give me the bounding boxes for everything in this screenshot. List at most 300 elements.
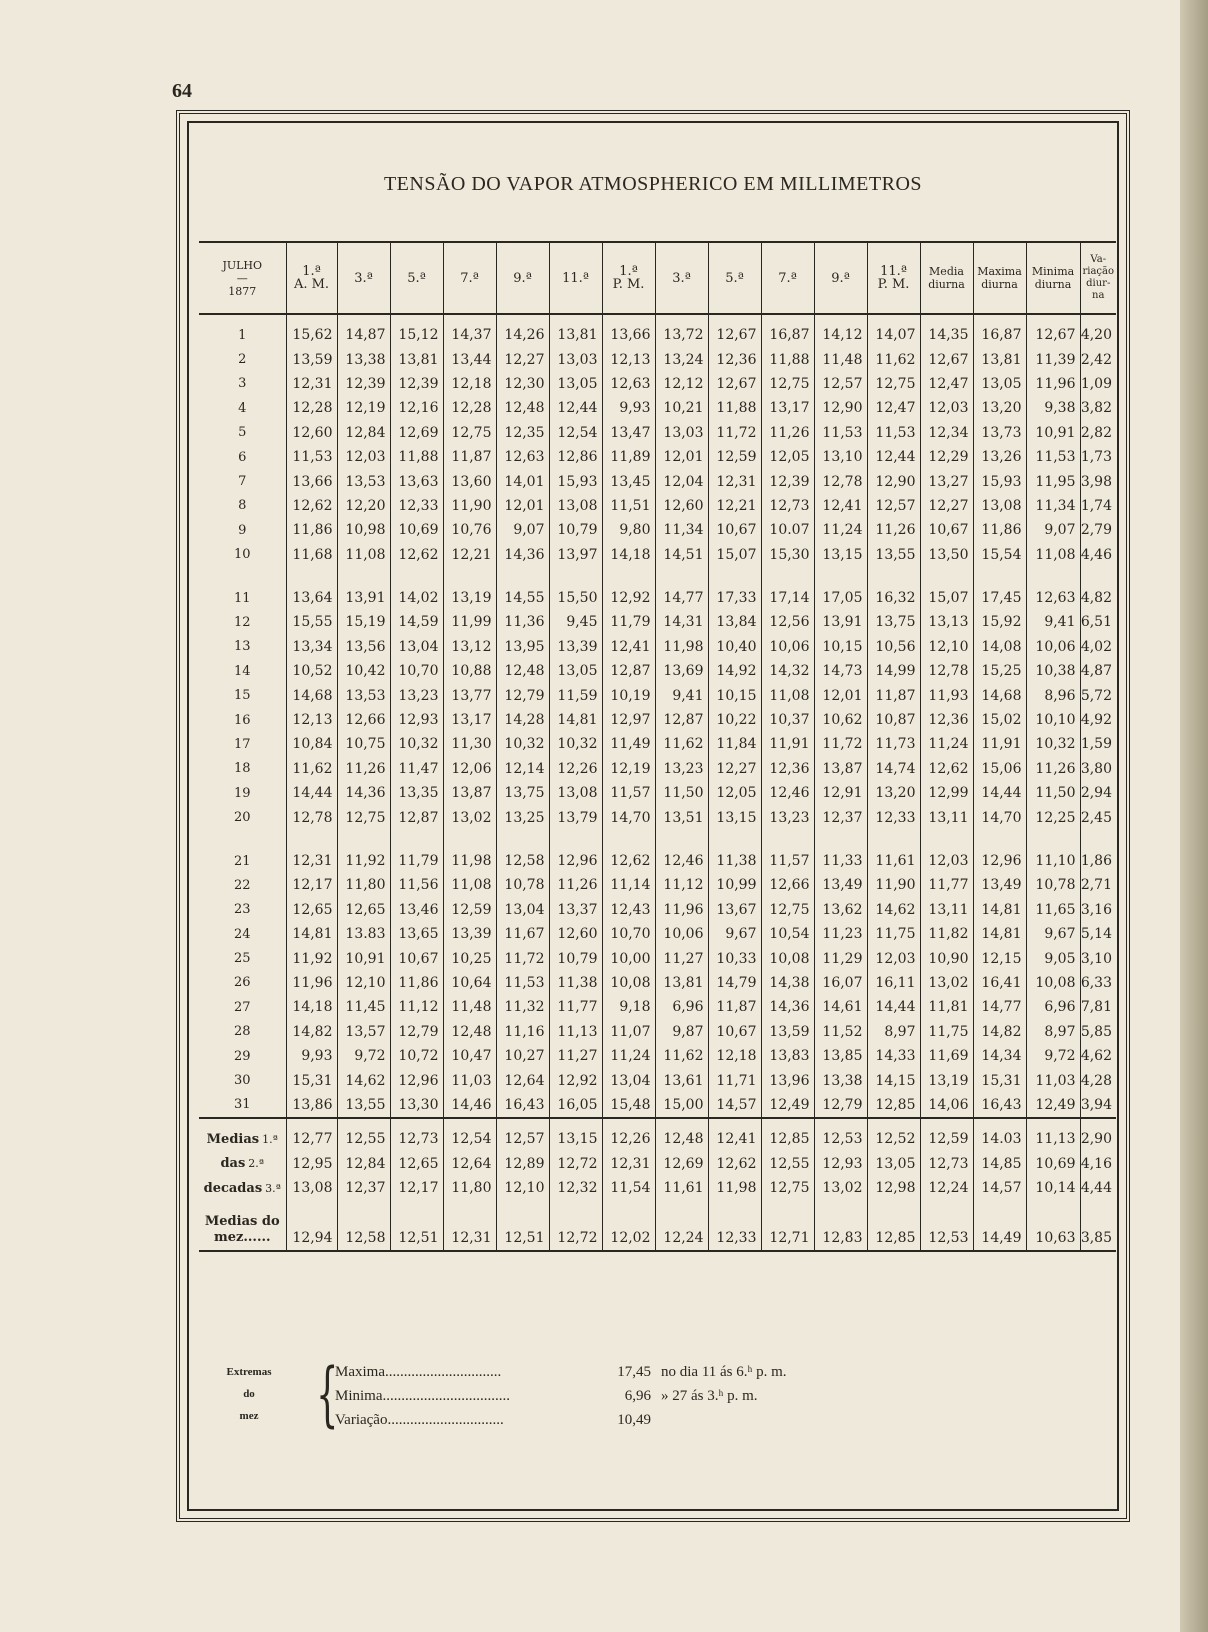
extreme-max-note: no dia 11 ás 6.ʰ p. m. [661, 1364, 787, 1380]
value-cell: 10,91 [337, 946, 390, 970]
spacer-cell [337, 314, 390, 323]
value-cell: 10,27 [496, 1044, 549, 1068]
value-cell: 11,50 [655, 781, 708, 805]
hour-label: 9.ª [831, 270, 850, 286]
value-cell: 12,59 [708, 445, 761, 469]
spacer-cell [496, 1200, 549, 1210]
value-cell: 14,82 [286, 1020, 337, 1044]
value-cell: 10,06 [761, 635, 814, 659]
value-cell: 12,85 [761, 1127, 814, 1151]
value-cell: 11,88 [390, 445, 443, 469]
value-cell: 10,76 [443, 518, 496, 542]
spacer-cell [708, 314, 761, 323]
value-cell: 12,36 [761, 757, 814, 781]
value-cell: 11,73 [867, 732, 920, 756]
value-cell: 12,63 [1026, 586, 1080, 610]
value-cell: 12,75 [761, 372, 814, 396]
value-cell: 13,81 [390, 347, 443, 371]
value-cell: 11,48 [814, 347, 867, 371]
vapor-tension-table [199, 241, 1116, 1252]
value-cell: 14,81 [286, 922, 337, 946]
value-cell: 12,96 [973, 849, 1026, 873]
value-cell: 11,57 [602, 781, 655, 805]
value-cell: 3,80 [1080, 757, 1116, 781]
value-cell: 12,86 [549, 445, 602, 469]
value-cell: 14,12 [814, 323, 867, 347]
value-cell: 12,64 [443, 1152, 496, 1176]
value-cell: 11,88 [708, 396, 761, 420]
spacer-cell [199, 1118, 286, 1127]
value-cell: 10,64 [443, 971, 496, 995]
value-cell: 12,18 [443, 372, 496, 396]
value-cell: 12,66 [337, 708, 390, 732]
value-cell: 4,62 [1080, 1044, 1116, 1068]
value-cell: 10,21 [655, 396, 708, 420]
value-cell: 13,44 [443, 347, 496, 371]
value-cell: 10,42 [337, 659, 390, 683]
value-cell: 11,68 [286, 543, 337, 567]
value-cell: 13,95 [496, 635, 549, 659]
value-cell: 13,50 [920, 543, 973, 567]
value-cell: 11,90 [867, 873, 920, 897]
value-cell: 13,15 [708, 805, 761, 829]
value-cell: 1,09 [1080, 372, 1116, 396]
variacao-header [1080, 242, 1116, 314]
value-cell: 7,81 [1080, 995, 1116, 1019]
value-cell: 2,42 [1080, 347, 1116, 371]
value-cell: 12,19 [337, 396, 390, 420]
value-cell: 12,51 [496, 1210, 549, 1251]
value-cell: 12,84 [337, 421, 390, 445]
day-number: 17 [233, 736, 251, 752]
value-cell: 11,07 [602, 1020, 655, 1044]
value-cell: 13,51 [655, 805, 708, 829]
value-cell: 13,62 [814, 898, 867, 922]
value-cell: 16,43 [973, 1093, 1026, 1118]
value-cell: 3,16 [1080, 898, 1116, 922]
value-cell: 14,06 [920, 1093, 973, 1118]
value-cell: 14,38 [761, 971, 814, 995]
value-cell: 11,91 [761, 732, 814, 756]
spacer-cell [549, 1200, 602, 1210]
value-cell: 11,23 [814, 922, 867, 946]
value-cell: 14,70 [602, 805, 655, 829]
media-header-line1: Media [929, 265, 964, 278]
spacer-cell [390, 830, 443, 849]
value-cell: 12,95 [286, 1152, 337, 1176]
value-cell: 11,80 [443, 1176, 496, 1200]
value-cell: 12,37 [814, 805, 867, 829]
value-cell: 13,84 [708, 610, 761, 634]
value-cell: 12,87 [655, 708, 708, 732]
value-cell: 12,84 [337, 1152, 390, 1176]
month-header-line3: 1877 [228, 284, 257, 298]
value-cell: 14,44 [286, 781, 337, 805]
value-cell: 13,38 [814, 1068, 867, 1092]
value-cell: 11,96 [655, 898, 708, 922]
value-cell: 9,93 [602, 396, 655, 420]
spacer-cell [443, 314, 496, 323]
value-cell: 13,47 [602, 421, 655, 445]
value-cell: 10,56 [867, 635, 920, 659]
decade-mean-word: Medias [206, 1131, 260, 1147]
value-cell: 13,23 [390, 683, 443, 707]
value-cell: 12,90 [814, 396, 867, 420]
hour-header [549, 242, 602, 314]
spacer-cell [286, 830, 337, 849]
value-cell: 15,19 [337, 610, 390, 634]
value-cell: 12,65 [390, 1152, 443, 1176]
value-cell: 13,20 [867, 781, 920, 805]
day-number: 31 [233, 1097, 251, 1113]
hour-header [655, 242, 708, 314]
spacer-cell [443, 567, 496, 586]
value-cell: 11,96 [1026, 372, 1080, 396]
value-cell: 13,53 [337, 683, 390, 707]
value-cell: 15,92 [973, 610, 1026, 634]
value-cell: 10,32 [1026, 732, 1080, 756]
day-row [199, 421, 1116, 445]
value-cell: 12,01 [655, 445, 708, 469]
day-number: 8 [238, 498, 247, 514]
minima-header-line2: diurna [1034, 278, 1072, 291]
value-cell: 13,69 [655, 659, 708, 683]
value-cell: 12,79 [390, 1020, 443, 1044]
value-cell: 13,55 [337, 1093, 390, 1118]
value-cell: 3,10 [1080, 946, 1116, 970]
table-frame-inner [187, 121, 1119, 1511]
value-cell: 12,46 [655, 849, 708, 873]
value-cell: 14,92 [708, 659, 761, 683]
value-cell: 12,25 [1026, 805, 1080, 829]
value-cell: 12,30 [496, 372, 549, 396]
value-cell: 11,26 [337, 757, 390, 781]
hour-label: 11.ª [880, 264, 907, 279]
value-cell: 10,37 [761, 708, 814, 732]
value-cell: 12,46 [761, 781, 814, 805]
value-cell: 11,30 [443, 732, 496, 756]
value-cell: 16,87 [973, 323, 1026, 347]
value-cell: 13,04 [390, 635, 443, 659]
day-number: 13 [233, 639, 251, 655]
value-cell: 10,40 [708, 635, 761, 659]
value-cell: 12,03 [337, 445, 390, 469]
table-frame [176, 110, 1130, 1522]
extreme-max-value: 17,45 [617, 1364, 651, 1380]
value-cell: 14,70 [973, 805, 1026, 829]
value-cell: 14,08 [973, 635, 1026, 659]
value-cell: 12,33 [708, 1210, 761, 1251]
day-number: 14 [233, 663, 251, 679]
hour-header [496, 242, 549, 314]
value-cell: 13,39 [443, 922, 496, 946]
value-cell: 11,86 [973, 518, 1026, 542]
spacer-cell [920, 830, 973, 849]
value-cell: 14,81 [973, 898, 1026, 922]
value-cell: 11,24 [602, 1044, 655, 1068]
value-cell: 12,60 [655, 494, 708, 518]
value-cell: 13,02 [920, 971, 973, 995]
value-cell: 13,73 [973, 421, 1026, 445]
value-cell: 6,96 [1026, 995, 1080, 1019]
variacao-header-line3: diur- [1086, 278, 1111, 289]
value-cell: 11,33 [814, 849, 867, 873]
value-cell: 11,54 [602, 1176, 655, 1200]
value-cell: 9,72 [1026, 1044, 1080, 1068]
value-cell: 16,87 [761, 323, 814, 347]
value-cell: 12,31 [602, 1152, 655, 1176]
spacer-cell [496, 830, 549, 849]
value-cell: 12,31 [286, 849, 337, 873]
value-cell: 12,10 [337, 971, 390, 995]
hour-header [814, 242, 867, 314]
maxima-header [973, 242, 1026, 314]
value-cell: 11,27 [655, 946, 708, 970]
value-cell: 11,38 [708, 849, 761, 873]
value-cell: 11,98 [443, 849, 496, 873]
spacer-cell [390, 314, 443, 323]
value-cell: 12,73 [920, 1152, 973, 1176]
day-number: 24 [233, 926, 251, 942]
value-cell: 12,58 [496, 849, 549, 873]
value-cell: 12,87 [390, 805, 443, 829]
value-cell: 10,62 [814, 708, 867, 732]
table-area [199, 241, 1115, 1252]
value-cell: 12,32 [549, 1176, 602, 1200]
page-number: 64 [172, 80, 192, 102]
value-cell: 17,45 [973, 586, 1026, 610]
value-cell: 10,47 [443, 1044, 496, 1068]
value-cell: 10,14 [1026, 1176, 1080, 1200]
value-cell: 12,78 [286, 805, 337, 829]
value-cell: 11,24 [920, 732, 973, 756]
value-cell: 13,11 [920, 898, 973, 922]
value-cell: 14,62 [337, 1068, 390, 1092]
extreme-max-label: Maxima............................... [335, 1364, 502, 1380]
value-cell: 12,92 [549, 1068, 602, 1092]
value-cell: 4,92 [1080, 708, 1116, 732]
value-cell: 11,62 [655, 1044, 708, 1068]
value-cell: 14,18 [602, 543, 655, 567]
month-header [199, 242, 286, 314]
value-cell: 12,97 [602, 708, 655, 732]
extreme-min-value: 6,96 [624, 1388, 651, 1404]
value-cell: 17,05 [814, 586, 867, 610]
value-cell: 12,53 [814, 1127, 867, 1151]
spacer-cell [1080, 567, 1116, 586]
value-cell: 9,45 [549, 610, 602, 634]
value-cell: 12,72 [549, 1152, 602, 1176]
value-cell: 16,05 [549, 1093, 602, 1118]
value-cell: 9,67 [1026, 922, 1080, 946]
value-cell: 13,67 [708, 898, 761, 922]
page-title: TENSÃO DO VAPOR ATMOSPHERICO EM MILLIMETROS [383, 173, 923, 195]
value-cell: 14,77 [655, 586, 708, 610]
day-row [199, 1093, 1116, 1118]
value-cell: 10,90 [920, 946, 973, 970]
day-number: 20 [233, 810, 251, 826]
value-cell: 13,77 [443, 683, 496, 707]
value-cell: 12,15 [973, 946, 1026, 970]
spacer-cell [199, 1200, 286, 1210]
spacer-cell [443, 1118, 496, 1127]
value-cell: 13,66 [286, 469, 337, 493]
value-cell: 14,51 [655, 543, 708, 567]
value-cell: 14,49 [973, 1210, 1026, 1251]
value-cell: 14,73 [814, 659, 867, 683]
value-cell: 13,91 [337, 586, 390, 610]
value-cell: 11,69 [920, 1044, 973, 1068]
spacer-cell [496, 314, 549, 323]
value-cell: 11,80 [337, 873, 390, 897]
day-row [199, 683, 1116, 707]
value-cell: 14,33 [867, 1044, 920, 1068]
day-row [199, 543, 1116, 567]
value-cell: 6,33 [1080, 971, 1116, 995]
month-header-line2: — [236, 271, 248, 285]
value-cell: 9,07 [1026, 518, 1080, 542]
spacer-cell [1026, 830, 1080, 849]
value-cell: 12,39 [390, 372, 443, 396]
day-number: 18 [233, 761, 251, 777]
value-cell: 14,74 [867, 757, 920, 781]
value-cell: 13,96 [761, 1068, 814, 1092]
book-spine [1180, 0, 1208, 1632]
day-row [199, 898, 1116, 922]
value-cell: 12,54 [549, 421, 602, 445]
value-cell: 14,99 [867, 659, 920, 683]
value-cell: 12,57 [496, 1127, 549, 1151]
value-cell: 12,98 [867, 1176, 920, 1200]
value-cell: 13,39 [549, 635, 602, 659]
value-cell: 11,13 [549, 1020, 602, 1044]
value-cell: 12,35 [496, 421, 549, 445]
day-row [199, 849, 1116, 873]
value-cell: 10,75 [337, 732, 390, 756]
value-cell: 12,24 [655, 1210, 708, 1251]
value-cell: 11,26 [549, 873, 602, 897]
value-cell: 11,93 [920, 683, 973, 707]
value-cell: 12,36 [708, 347, 761, 371]
value-cell: 12,79 [814, 1093, 867, 1118]
value-cell: 12,65 [337, 898, 390, 922]
spacer-cell [814, 1118, 867, 1127]
value-cell: 10,15 [708, 683, 761, 707]
spacer-cell [496, 567, 549, 586]
value-cell: 12,55 [337, 1127, 390, 1151]
value-cell: 13,19 [443, 586, 496, 610]
value-cell: 15,31 [286, 1068, 337, 1092]
value-cell: 10.07 [761, 518, 814, 542]
value-cell: 12,41 [814, 494, 867, 518]
value-cell: 13,49 [814, 873, 867, 897]
value-cell: 10,00 [602, 946, 655, 970]
value-cell: 12,31 [443, 1210, 496, 1251]
value-cell: 11,03 [1026, 1068, 1080, 1092]
value-cell: 5,14 [1080, 922, 1116, 946]
value-cell: 11,53 [1026, 445, 1080, 469]
value-cell: 14,85 [973, 1152, 1026, 1176]
hour-label: 1.ª [619, 264, 638, 279]
value-cell: 12,83 [814, 1210, 867, 1251]
value-cell: 13,03 [549, 347, 602, 371]
day-row [199, 396, 1116, 420]
day-number: 27 [233, 999, 251, 1015]
value-cell: 12,47 [867, 396, 920, 420]
hour-period: P. M. [877, 277, 910, 292]
value-cell: 4,28 [1080, 1068, 1116, 1092]
spacer-cell [1026, 314, 1080, 323]
spacer-cell [708, 830, 761, 849]
day-row [199, 659, 1116, 683]
value-cell: 12,92 [602, 586, 655, 610]
value-cell: 13,08 [973, 494, 1026, 518]
day-row [199, 494, 1116, 518]
value-cell: 12,21 [708, 494, 761, 518]
day-row [199, 922, 1116, 946]
value-cell: 13,65 [390, 922, 443, 946]
value-cell: 12,48 [496, 659, 549, 683]
value-cell: 15,31 [973, 1068, 1026, 1092]
value-cell: 17,14 [761, 586, 814, 610]
value-cell: 1,74 [1080, 494, 1116, 518]
value-cell: 10,69 [1026, 1152, 1080, 1176]
value-cell: 12,52 [867, 1127, 920, 1151]
value-cell: 10,70 [390, 659, 443, 683]
value-cell: 13,55 [867, 543, 920, 567]
value-cell: 12,03 [920, 396, 973, 420]
value-cell: 13,12 [443, 635, 496, 659]
value-cell: 13,81 [655, 971, 708, 995]
header-row [199, 242, 1116, 314]
value-cell: 12,62 [390, 543, 443, 567]
day-number: 22 [233, 877, 251, 893]
value-cell: 16,11 [867, 971, 920, 995]
brace-icon: { [316, 1353, 339, 1435]
value-cell: 12,48 [655, 1127, 708, 1151]
value-cell: 12,67 [708, 323, 761, 347]
hour-label: 5.ª [407, 270, 426, 286]
value-cell: 5,85 [1080, 1020, 1116, 1044]
value-cell: 12,67 [920, 347, 973, 371]
value-cell: 15,07 [708, 543, 761, 567]
day-row [199, 946, 1116, 970]
extremes-label [219, 1361, 279, 1427]
value-cell: 12,34 [920, 421, 973, 445]
spacer-cell [549, 1118, 602, 1127]
value-cell: 12,41 [708, 1127, 761, 1151]
hour-header [286, 242, 337, 314]
value-cell: 14,15 [867, 1068, 920, 1092]
value-cell: 12,93 [814, 1152, 867, 1176]
day-number: 21 [233, 853, 251, 869]
value-cell: 11,99 [443, 610, 496, 634]
value-cell: 11,79 [390, 849, 443, 873]
value-cell: 10,25 [443, 946, 496, 970]
day-row [199, 323, 1116, 347]
value-cell: 12,12 [655, 372, 708, 396]
value-cell: 12,28 [286, 396, 337, 420]
value-cell: 14,37 [443, 323, 496, 347]
value-cell: 6,51 [1080, 610, 1116, 634]
value-cell: 12,37 [337, 1176, 390, 1200]
spacer-cell [199, 830, 286, 849]
day-row [199, 347, 1116, 371]
extreme-max-row [335, 1361, 787, 1383]
value-cell: 14,82 [973, 1020, 1026, 1044]
day-row [199, 995, 1116, 1019]
value-cell: 11,92 [286, 946, 337, 970]
